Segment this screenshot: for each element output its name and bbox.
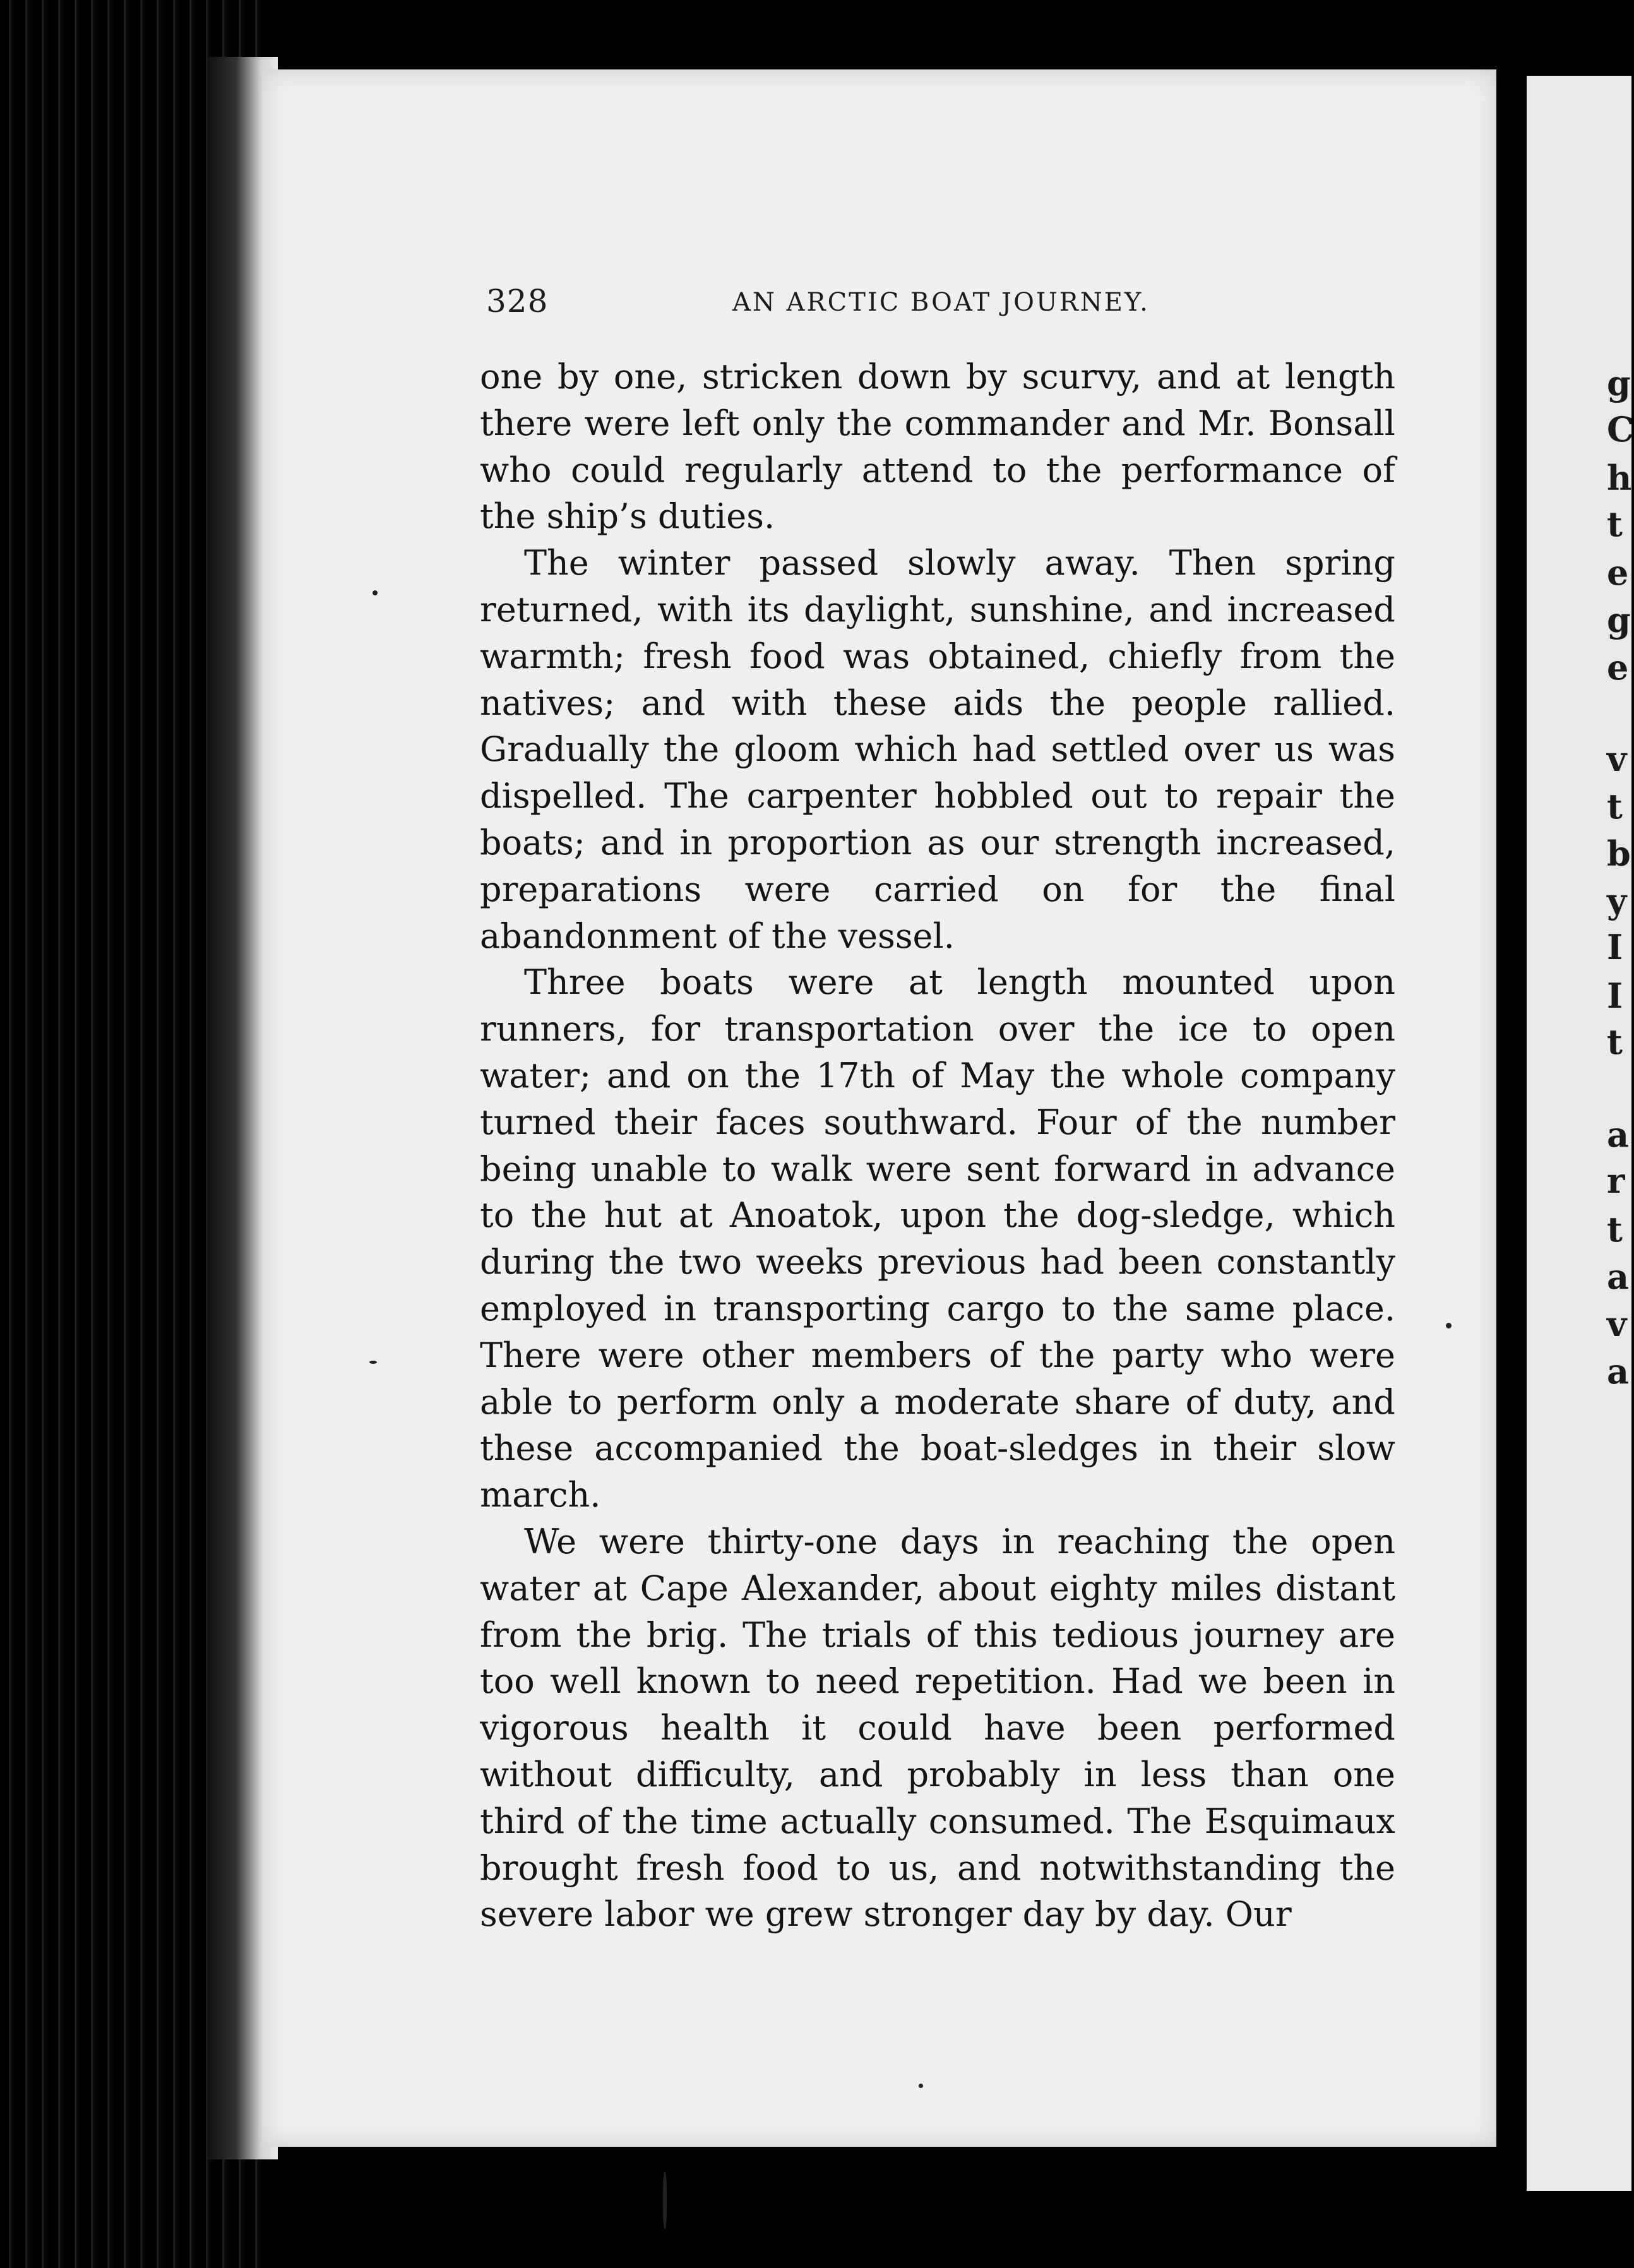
facing-page-letter: a	[1607, 1351, 1629, 1392]
scan-speck	[369, 1361, 377, 1364]
facing-page-letter: e	[1607, 647, 1629, 688]
facing-page-letter: t	[1607, 504, 1623, 544]
facing-page-letter: v	[1607, 739, 1627, 779]
facing-page-letter: g	[1607, 600, 1631, 640]
page-number: 328	[486, 283, 549, 319]
paragraph: Three boats were at length mounted upon runners, for transportation over the ice to open water; and on the 17th of May the whole company turned their faces southward. Four of the number being unable to walk were sent forward in advance to the hut at Anoatok, upon the dog-sledge, which during the two weeks previous had been constantly employed in transporting cargo to the same place. There were other members of the party who were able to perform only a moderate share of duty, and these accompanied the boat-sledges in their slow march.	[480, 962, 1395, 1515]
body-text	[480, 354, 1395, 1938]
running-title: AN ARCTIC BOAT JOURNEY.	[732, 288, 1150, 317]
facing-page-letter: C	[1607, 409, 1634, 450]
scan-speck	[919, 2084, 923, 2088]
facing-page-letter: y	[1607, 881, 1627, 921]
facing-page-letter: t	[1607, 1209, 1623, 1250]
paragraph: The winter passed slowly away. Then spring returned, with its daylight, sunshine, and increased warmth; fresh food was obtained, chiefly from the natives; and with these aids the people rallied. Gradually the gloom which had settled over us was dispelled. The carpenter hobbled out to repair the boats; and in proportion as our strength increased, preparations were carried on for the final abandonment of the vessel.	[480, 543, 1395, 956]
scan-speck	[663, 2172, 667, 2229]
facing-page-letter: g	[1607, 363, 1631, 403]
facing-page-letter: a	[1607, 1114, 1629, 1155]
page-header	[486, 283, 1395, 327]
facing-page-letter: t	[1607, 1022, 1623, 1062]
facing-page-letter: h	[1607, 458, 1632, 498]
facing-page-letter: a	[1607, 1256, 1629, 1297]
facing-page-letter: I	[1607, 976, 1623, 1016]
facing-page-letter: e	[1607, 552, 1629, 593]
facing-page-letter: r	[1607, 1161, 1625, 1201]
paragraph: one by one, stricken down by scurvy, and at length there were left only the commander and Mr. Bonsall who could regularly attend to the performance of the ship’s duties.	[480, 357, 1395, 537]
paragraph: We were thirty-one days in reaching the open water at Cape Alexander, about eighty miles distant from the brig. The trials of this tedious journey are too well known to need repetition. Had we been in vigorous health it could have been performed without difficulty, and probably in less than one third of the time actually consumed. The Esquimaux brought fresh food to us, and notwithstanding the severe labor we grew stronger day by day. Our	[480, 1521, 1395, 1935]
facing-page-letter: t	[1607, 786, 1623, 827]
scan-speck	[1446, 1323, 1452, 1328]
scan-speck	[373, 590, 378, 595]
facing-page-letter: b	[1607, 833, 1631, 874]
facing-page-letter: v	[1607, 1304, 1627, 1344]
facing-page-letter: I	[1607, 927, 1623, 967]
